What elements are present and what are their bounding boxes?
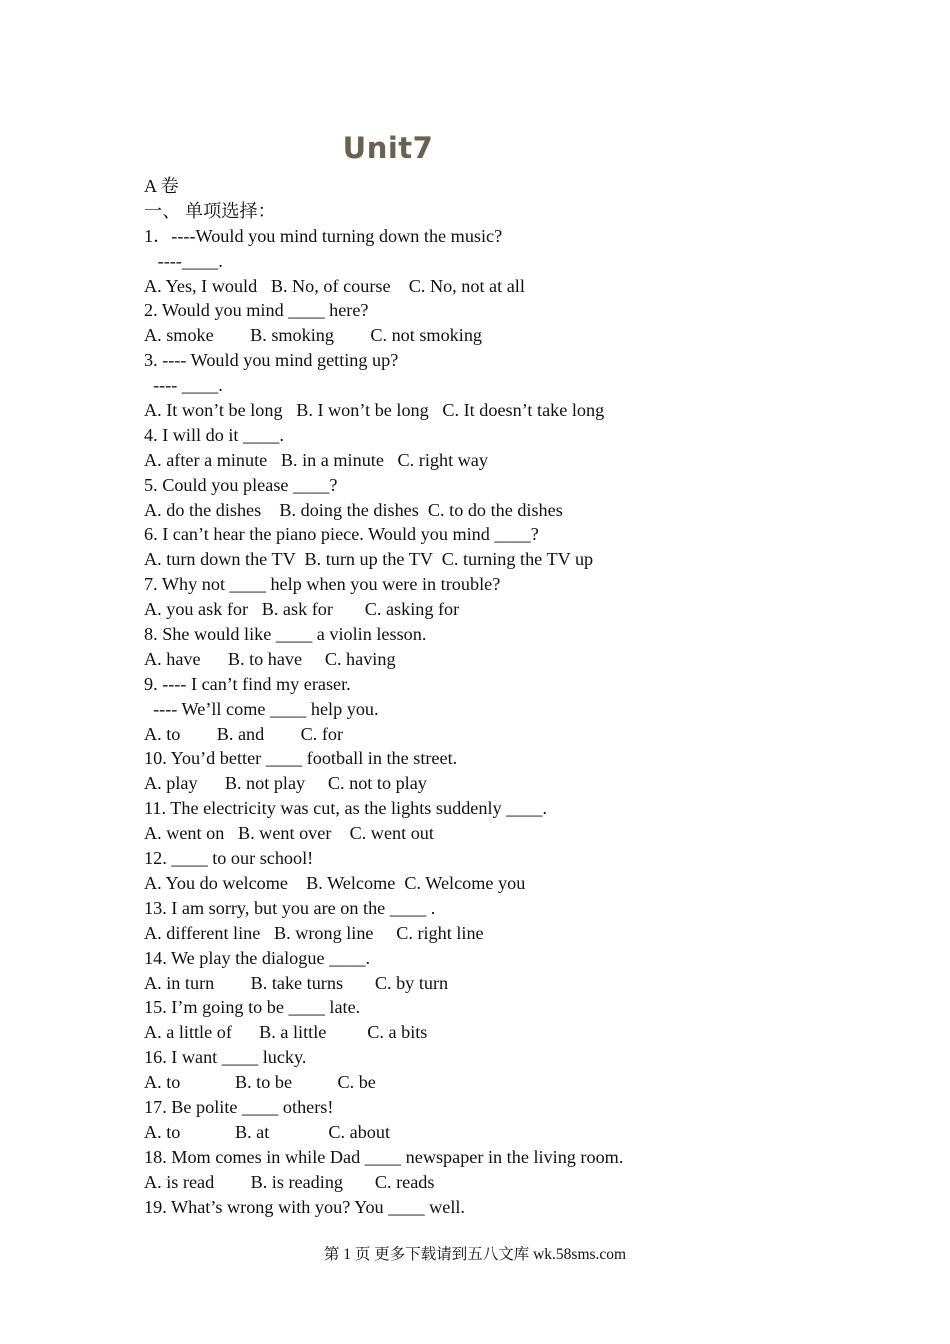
document-line: ---- ____. (144, 375, 223, 396)
document-line: 4. I will do it ____. (144, 424, 284, 445)
document-line: 13. I am sorry, but you are on the ____ . (144, 897, 436, 918)
document-line: A. in turn B. take turns C. by turn (144, 972, 449, 993)
document-line: 18. Mom comes in while Dad ____ newspaper in the living room. (144, 1146, 624, 1167)
document-line: A. after a minute B. in a minute C. right way (144, 449, 488, 470)
document-line: A. smoke B. smoking C. not smoking (144, 325, 483, 346)
document-line: A. a little of B. a little C. a bits (144, 1022, 428, 1043)
document-line: A. turn down the TV B. turn up the TV C. turning the TV up (144, 549, 594, 570)
document-line: A. It won’t be long B. I won’t be long C. It doesn’t take long (144, 400, 605, 421)
document-line: 2. Would you mind ____ here? (144, 300, 369, 321)
document-line: 10. You’d better ____ football in the street. (144, 748, 458, 769)
document-line: A. to B. and C. for (144, 723, 344, 744)
section-label: A 卷 (144, 176, 179, 196)
document-line: A. Yes, I would B. No, of course C. No, not at all (144, 275, 525, 296)
document-line: 12. ____ to our school! (144, 848, 314, 869)
document-line: ----____. (144, 250, 223, 271)
document-line: 19. What’s wrong with you? You ____ well. (144, 1196, 465, 1217)
document-line: ---- We’ll come ____ help you. (144, 698, 379, 719)
document-line: 11. The electricity was cut, as the lights suddenly ____. (144, 798, 548, 819)
document-line: 8. She would like ____ a violin lesson. (144, 624, 427, 645)
document-line: A. different line B. wrong line C. right line (144, 922, 484, 943)
document-line: A. you ask for B. ask for C. asking for (144, 599, 460, 620)
document-line: A. have B. to have C. having (144, 648, 396, 669)
document-line: 7. Why not ____ help when you were in trouble? (144, 574, 501, 595)
question-list (144, 224, 844, 1220)
document-line: A. went on B. went over C. went out (144, 823, 434, 844)
document-line: 16. I want ____ lucky. (144, 1047, 307, 1068)
page-footer: 第 1 页 更多下载请到五八文库 wk.58sms.com (323, 1246, 627, 1263)
document-line: A. play B. not play C. not to play (144, 773, 427, 794)
document-line: 6. I can’t hear the piano piece. Would you mind ____? (144, 524, 539, 545)
document-line: A. do the dishes B. doing the dishes C. to do the dishes (144, 499, 563, 520)
document-line: 3. ---- Would you mind getting up? (144, 350, 399, 371)
document-body (144, 174, 844, 1219)
document-line: 14. We play the dialogue ____. (144, 947, 371, 968)
document-line: A. You do welcome B. Welcome C. Welcome you (144, 872, 526, 893)
document-line: 1．----Would you mind turning down the music? (144, 225, 503, 246)
document-line: A. to B. to be C. be (144, 1072, 376, 1093)
page-title: Unit7 (342, 131, 434, 165)
document-line: A. is read B. is reading C. reads (144, 1171, 435, 1192)
document-line: 15. I’m going to be ____ late. (144, 997, 361, 1018)
document-line: 5. Could you please ____? (144, 474, 338, 495)
part-heading: 一、 单项选择： (144, 200, 276, 221)
document-line: 9. ---- I can’t find my eraser. (144, 673, 351, 694)
document-line: A. to B. at C. about (144, 1121, 391, 1142)
document-line: 17. Be polite ____ others! (144, 1096, 334, 1117)
